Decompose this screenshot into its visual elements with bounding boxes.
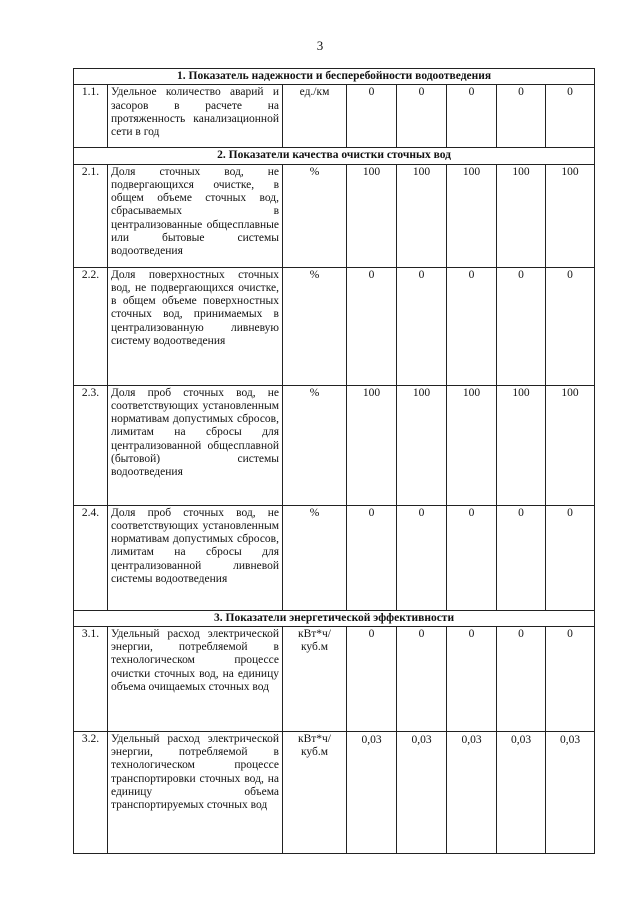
row-value: 0 [447, 626, 497, 731]
row-unit: ед./км [283, 85, 347, 148]
row-unit: % [283, 164, 347, 267]
row-value: 0 [397, 267, 447, 385]
indicators-table [73, 68, 595, 854]
row-value: 0 [347, 626, 397, 731]
row-description: Доля поверхностных сточных вод, не подвергающихся очистке, в общем объеме поверхностных сточных вод, принимаемых в централизованную ливневую систему водоотведения [108, 267, 283, 385]
table-row [74, 267, 595, 385]
row-value: 0 [447, 85, 497, 148]
row-unit: кВт*ч/ куб.м [283, 731, 347, 853]
row-description: Доля проб сточных вод, не соответствующих установленным нормативам допустимых сбросов, лимитам на сбросы для централизованной ливневой системы водоотведения [108, 505, 283, 610]
row-number: 3.1. [74, 626, 108, 731]
row-value: 0 [347, 85, 397, 148]
row-description: Удельный расход электрической энергии, потребляемой в технологическом процессе очистки сточных вод, на единицу объема очищаемых сточных вод [108, 626, 283, 731]
row-unit: % [283, 505, 347, 610]
row-value: 0,03 [497, 731, 546, 853]
row-value: 100 [447, 385, 497, 505]
row-value: 0 [497, 267, 546, 385]
row-value: 100 [347, 385, 397, 505]
section-header-row [74, 69, 595, 85]
section-title: 2. Показатели качества очистки сточных вод [74, 148, 595, 164]
row-number: 3.2. [74, 731, 108, 853]
row-number: 2.4. [74, 505, 108, 610]
row-value: 100 [347, 164, 397, 267]
row-value: 0 [447, 267, 497, 385]
row-value: 0 [546, 85, 595, 148]
table-row [74, 164, 595, 267]
row-value: 0,03 [397, 731, 447, 853]
row-description: Доля проб сточных вод, не соответствующих установленным нормативам допустимых сбросов, лимитам на сбросы для централизованной общесплавной (бытовой) системы водоотведения [108, 385, 283, 505]
row-value: 100 [497, 164, 546, 267]
table-row [74, 85, 595, 148]
row-description: Удельный расход электрической энергии, потребляемой в технологическом процессе транспортировки сточных вод, на единицу объема транспортируемых сточных вод [108, 731, 283, 853]
row-value: 0 [546, 267, 595, 385]
section-title: 3. Показатели энергетической эффективности [74, 610, 595, 626]
row-value: 0 [347, 267, 397, 385]
row-value: 0 [397, 626, 447, 731]
row-value: 0 [397, 85, 447, 148]
row-value: 100 [497, 385, 546, 505]
row-value: 0 [497, 505, 546, 610]
row-value: 100 [397, 385, 447, 505]
row-value: 0,03 [447, 731, 497, 853]
table-row [74, 505, 595, 610]
row-value: 100 [546, 164, 595, 267]
row-number: 2.2. [74, 267, 108, 385]
row-value: 0 [497, 85, 546, 148]
row-value: 100 [397, 164, 447, 267]
row-unit: % [283, 385, 347, 505]
section-header-row [74, 148, 595, 164]
row-value: 100 [447, 164, 497, 267]
row-value: 0 [546, 626, 595, 731]
section-header-row [74, 610, 595, 626]
row-unit: % [283, 267, 347, 385]
table-row [74, 385, 595, 505]
section-title: 1. Показатель надежности и бесперебойности водоотведения [74, 69, 595, 85]
row-value: 100 [546, 385, 595, 505]
row-number: 2.3. [74, 385, 108, 505]
page-number: 3 [316, 38, 324, 53]
row-description: Удельное количество аварий и засоров в расчете на протяженность канализационной сети в год [108, 85, 283, 148]
row-value: 0 [497, 626, 546, 731]
row-value: 0 [447, 505, 497, 610]
row-number: 1.1. [74, 85, 108, 148]
row-unit: кВт*ч/ куб.м [283, 626, 347, 731]
row-value: 0,03 [546, 731, 595, 853]
row-value: 0 [347, 505, 397, 610]
row-value: 0 [397, 505, 447, 610]
table-row [74, 626, 595, 731]
row-description: Доля сточных вод, не подвергающихся очистке, в общем объеме сточных вод, сбрасываемых в централизованные общесплавные или бытовые системы водоотведения [108, 164, 283, 267]
row-number: 2.1. [74, 164, 108, 267]
row-value: 0,03 [347, 731, 397, 853]
table-row [74, 731, 595, 853]
row-value: 0 [546, 505, 595, 610]
